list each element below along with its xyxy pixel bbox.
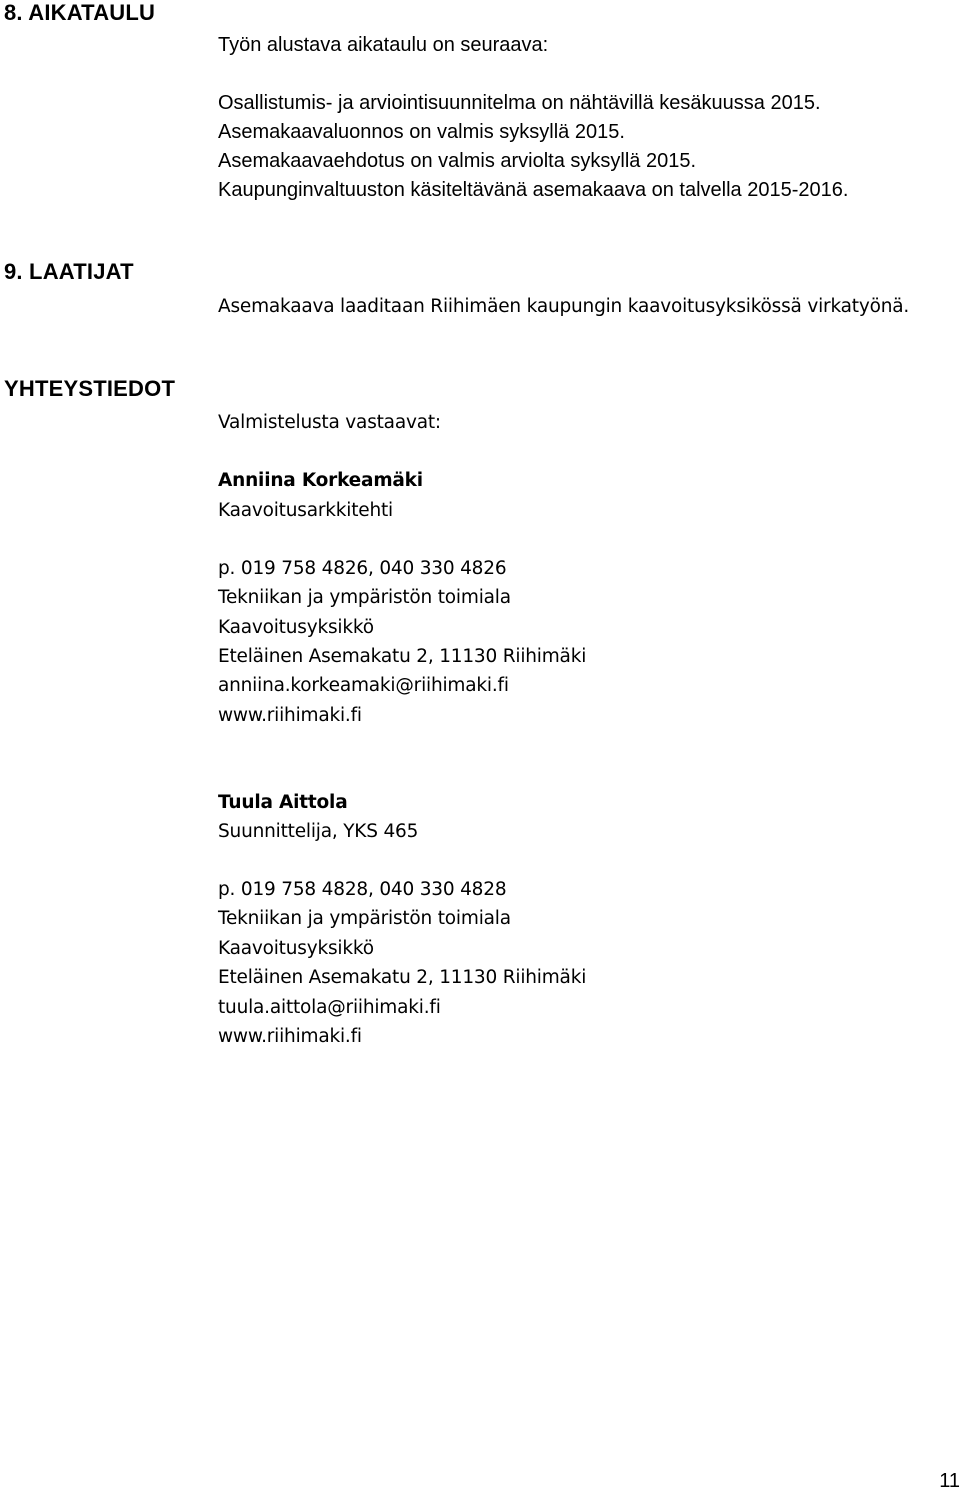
schedule-intro: Työn alustava aikataulu on seuraava: — [218, 34, 549, 56]
contact-website: www.riihimaki.fi — [218, 1026, 362, 1047]
schedule-item: Asemakaavaluonnos on valmis syksyllä 2015. — [218, 121, 625, 143]
contact-title: Kaavoitusarkkitehti — [218, 500, 393, 521]
authors-text: Asemakaava laaditaan Riihimäen kaupungin kaavoitusyksikössä virkatyönä. — [218, 296, 910, 317]
contact-email: tuula.aittola@riihimaki.fi — [218, 997, 441, 1018]
page-number: 11 — [939, 1470, 960, 1492]
contact-unit: Kaavoitusyksikkö — [218, 617, 374, 638]
section-9-heading: 9. LAATIJAT — [4, 259, 134, 284]
contact-website: www.riihimaki.fi — [218, 705, 362, 726]
contact-address: Eteläinen Asemakatu 2, 11130 Riihimäki — [218, 967, 587, 988]
contact-phone: p. 019 758 4828, 040 330 4828 — [218, 879, 507, 900]
contacts-heading: YHTEYSTIEDOT — [4, 376, 176, 401]
section-8-heading: 8. AIKATAULU — [4, 0, 156, 25]
contact-unit: Kaavoitusyksikkö — [218, 938, 374, 959]
contact-department: Tekniikan ja ympäristön toimiala — [218, 908, 511, 929]
schedule-item: Osallistumis- ja arviointisuunnitelma on nähtävillä kesäkuussa 2015. — [218, 92, 821, 114]
schedule-item: Asemakaavaehdotus on valmis arviolta syksyllä 2015. — [218, 150, 697, 172]
contacts-intro: Valmistelusta vastaavat: — [218, 412, 441, 433]
contact-email: anniina.korkeamaki@riihimaki.fi — [218, 675, 509, 696]
contact-name: Tuula Aittola — [218, 792, 348, 813]
schedule-item: Kaupunginvaltuuston käsiteltävänä asemakaava on talvella 2015-2016. — [218, 179, 849, 201]
contact-address: Eteläinen Asemakatu 2, 11130 Riihimäki — [218, 646, 587, 667]
contact-phone: p. 019 758 4826, 040 330 4826 — [218, 558, 507, 579]
contact-name: Anniina Korkeamäki — [218, 470, 423, 491]
contact-department: Tekniikan ja ympäristön toimiala — [218, 587, 511, 608]
contact-title: Suunnittelija, YKS 465 — [218, 821, 419, 842]
